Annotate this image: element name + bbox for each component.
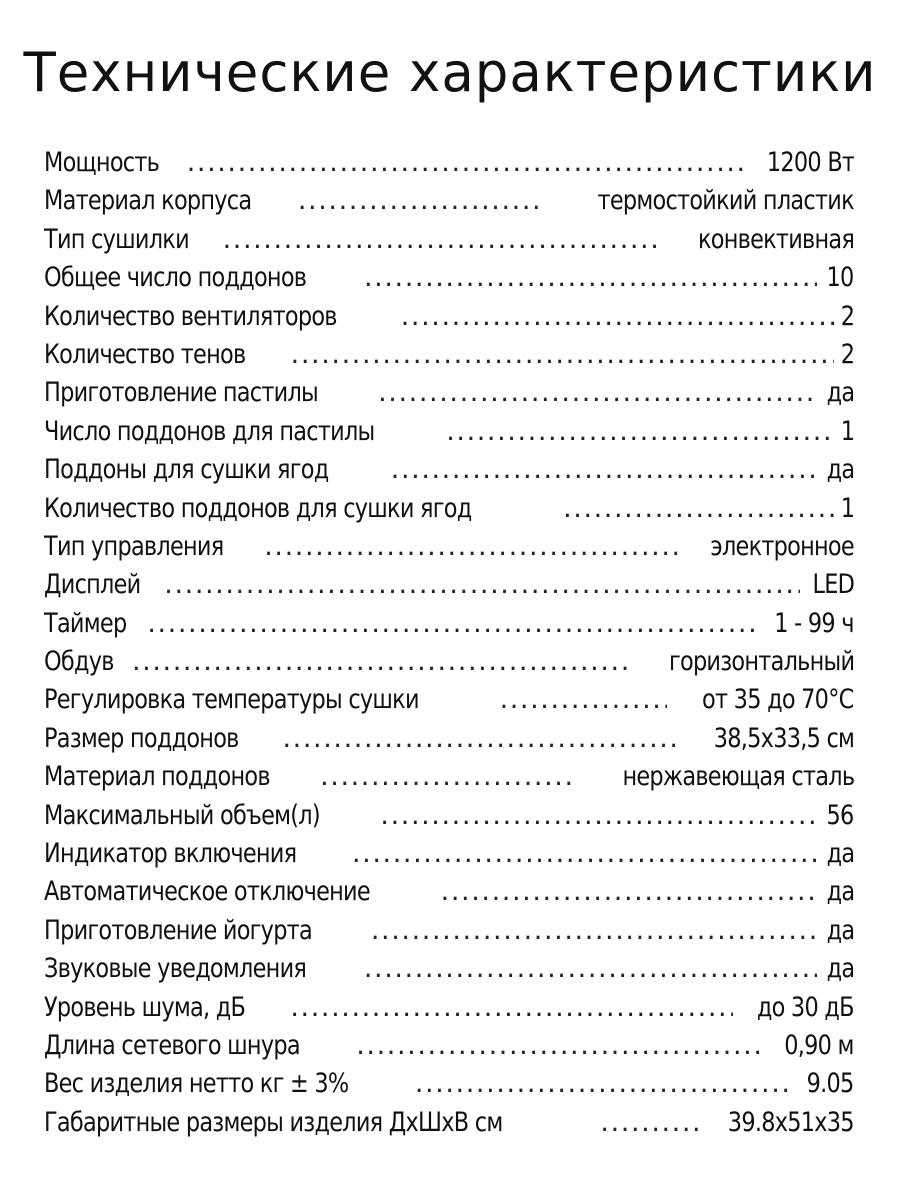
spec-value: горизонтальный — [668, 646, 854, 678]
spec-value: да — [826, 377, 854, 409]
spec-row-temperature — [44, 681, 854, 719]
spec-row-airflow — [44, 643, 854, 681]
spec-label: Дисплей — [44, 569, 141, 601]
spec-label: Тип управления — [44, 530, 224, 562]
dot-leader — [500, 681, 668, 719]
spec-label: Тип сушилки — [44, 223, 189, 255]
spec-list — [44, 144, 854, 1142]
spec-row-power — [44, 144, 854, 182]
dot-leader — [187, 144, 745, 182]
dot-leader — [415, 1065, 794, 1103]
spec-row-noise-level — [44, 989, 854, 1027]
spec-row-berry-trays — [44, 451, 854, 489]
spec-row-sound-alerts — [44, 950, 854, 988]
spec-label: Приготовление пастилы — [44, 377, 319, 409]
spec-label: Мощность — [44, 146, 160, 178]
spec-row-timer — [44, 605, 854, 643]
dot-leader — [563, 490, 834, 528]
spec-label: Звуковые уведомления — [44, 953, 307, 985]
spec-label: Уровень шума, дБ — [44, 991, 246, 1023]
spec-row-body-material — [44, 182, 854, 220]
dot-leader — [164, 566, 800, 604]
dot-leader — [371, 912, 817, 950]
dot-leader — [600, 1104, 698, 1142]
dot-leader — [147, 605, 754, 643]
spec-value: 2 — [840, 338, 854, 370]
dot-leader — [356, 1027, 766, 1065]
dot-leader — [320, 758, 571, 796]
dot-leader — [264, 528, 677, 566]
spec-row-cord-length — [44, 1027, 854, 1065]
spec-label: Максимальный объем(л) — [44, 799, 320, 831]
spec-value: 38,5х33,5 см — [713, 722, 854, 754]
spec-row-fan-count — [44, 298, 854, 336]
spec-value: да — [826, 876, 854, 908]
spec-value: 1 — [840, 492, 854, 524]
dot-leader — [391, 451, 817, 489]
spec-label: Автоматическое отключение — [44, 876, 370, 908]
dot-leader — [223, 221, 662, 259]
dot-leader — [441, 873, 817, 911]
dot-leader — [380, 797, 817, 835]
spec-value: 39.8x51x35 — [728, 1106, 854, 1138]
spec-value: 1200 Вт — [766, 146, 854, 178]
dot-leader — [364, 259, 817, 297]
spec-row-auto-off — [44, 873, 854, 911]
spec-row-berry-tray-count — [44, 490, 854, 528]
spec-row-tray-size — [44, 720, 854, 758]
spec-value: да — [826, 838, 854, 870]
spec-value: да — [826, 953, 854, 985]
spec-row-net-weight — [44, 1065, 854, 1103]
spec-value: 2 — [840, 300, 854, 332]
dot-leader — [298, 182, 541, 220]
spec-label: Число поддонов для пастилы — [44, 415, 375, 447]
spec-value: LED — [812, 569, 854, 601]
spec-row-dimensions — [44, 1104, 854, 1142]
dot-leader — [364, 950, 817, 988]
spec-label: Регулировка температуры сушки — [44, 684, 419, 716]
spec-label: Общее число поддонов — [44, 262, 307, 294]
spec-value: 1 — [840, 415, 854, 447]
spec-value: 9.05 — [807, 1068, 854, 1100]
spec-row-dryer-type — [44, 221, 854, 259]
spec-label: Материал корпуса — [44, 185, 252, 217]
dot-leader — [132, 643, 627, 681]
spec-value: термостойкий пластик — [597, 185, 854, 217]
spec-row-control-type — [44, 528, 854, 566]
spec-value: 10 — [826, 262, 854, 294]
spec-label: Габаритные размеры изделия ДхШхВ см — [44, 1106, 503, 1138]
spec-label: Поддоны для сушки ягод — [44, 454, 329, 486]
spec-label: Приготовление йогурта — [44, 914, 312, 946]
spec-label: Индикатор включения — [44, 838, 297, 870]
spec-label: Материал поддонов — [44, 761, 270, 793]
spec-row-max-volume — [44, 797, 854, 835]
spec-label: Размер поддонов — [44, 722, 239, 754]
spec-value: до 30 дБ — [757, 991, 854, 1023]
spec-value: от 35 до 70°С — [702, 684, 854, 716]
spec-label: Вес изделия нетто кг ± 3% — [44, 1068, 349, 1100]
spec-value: нержавеющая сталь — [622, 761, 854, 793]
spec-row-display — [44, 566, 854, 604]
spec-row-tray-count — [44, 259, 854, 297]
spec-row-pastila-trays — [44, 413, 854, 451]
page-title: Технические характеристики — [23, 41, 877, 104]
dot-leader — [401, 298, 834, 336]
dot-leader — [283, 720, 681, 758]
spec-value: 0,90 м — [784, 1029, 854, 1061]
spec-label: Количество поддонов для сушки ягод — [44, 492, 472, 524]
dot-leader — [290, 989, 733, 1027]
spec-label: Таймер — [44, 607, 127, 639]
spec-value: 56 — [826, 799, 854, 831]
dot-leader — [291, 336, 834, 374]
spec-row-heater-count — [44, 336, 854, 374]
spec-label: Количество вентиляторов — [44, 300, 337, 332]
spec-row-yogurt — [44, 912, 854, 950]
spec-value: конвективная — [697, 223, 854, 255]
spec-value: да — [826, 454, 854, 486]
spec-label: Количество тенов — [44, 338, 246, 370]
dot-leader — [352, 835, 817, 873]
spec-value: электронное — [710, 530, 854, 562]
spec-value: 1 - 99 ч — [774, 607, 854, 639]
dot-leader — [446, 413, 834, 451]
spec-label: Обдув — [44, 646, 114, 678]
spec-row-pastila — [44, 374, 854, 412]
dot-leader — [378, 374, 816, 412]
spec-row-tray-material — [44, 758, 854, 796]
spec-row-power-indicator — [44, 835, 854, 873]
spec-label: Длина сетевого шнура — [44, 1029, 300, 1061]
spec-value: да — [826, 914, 854, 946]
